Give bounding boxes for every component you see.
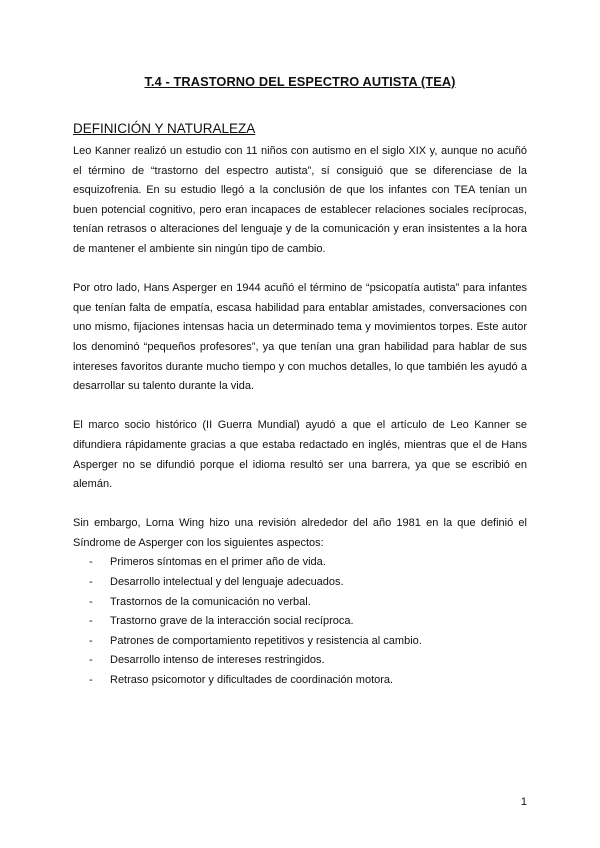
list-item	[73, 651, 527, 671]
list-item-text: Primeros síntomas en el primer año de vida.	[110, 556, 326, 569]
list-item-text: Trastornos de la comunicación no verbal.	[110, 595, 311, 608]
list-item	[73, 671, 527, 691]
list-item-text: Patrones de comportamiento repetitivos y resistencia al cambio.	[110, 634, 422, 647]
list-item	[73, 612, 527, 632]
list-item-text: Desarrollo intenso de intereses restringidos.	[110, 654, 325, 667]
dash-marker: -	[89, 576, 93, 589]
body-text	[73, 142, 527, 691]
section-heading: DEFINICIÓN Y NATURALEZA	[73, 121, 256, 136]
list-item	[73, 553, 527, 573]
paragraph-asperger: Por otro lado, Hans Asperger en 1944 acuñó el término de “psicopatía autista” para infantes que tenían falta de empatía, escasa habilidad para entablar amistades, conversaciones con uno mismo, fijaciones intensas hacia un determinado tema y movimientos torpes. Este autor los denominó “pequeños profesores”, ya que tenían una gran habilidad para hablar de sus intereses favoritos durante mucho tiempo y con muchos detalles, lo que también les ayudó a desarrollar su talento durante la vida.	[73, 282, 527, 393]
dash-marker: -	[89, 556, 93, 569]
list-item	[73, 573, 527, 593]
paragraph-historical-context: El marco socio histórico (II Guerra Mundial) ayudó a que el artículo de Leo Kanner se difundiera rápidamente gracias a que estaba redactado en inglés, mientras que el de Hans Asperger no se difundió porque el idioma resultó ser una barrera, ya que se escribió en alemán.	[73, 419, 527, 491]
list-item-text: Retraso psicomotor y dificultades de coordinación motora.	[110, 674, 394, 687]
paragraph-lorna-wing: Sin embargo, Lorna Wing hizo una revisión alrededor del año 1981 en la que definió el Síndrome de Asperger con los siguientes aspectos:	[73, 517, 527, 549]
document-title: T.4 - TRASTORNO DEL ESPECTRO AUTISTA (TEA)	[144, 74, 456, 89]
dash-marker: -	[89, 654, 93, 667]
dash-marker: -	[89, 674, 93, 687]
paragraph-kanner: Leo Kanner realizó un estudio con 11 niños con autismo en el siglo XIX y, aunque no acuñó el término de “trastorno del espectro autista”, sí consiguió que se diferenciase de la esquizofrenia. En su estudio llegó a la conclusión de que los infantes con TEA tenían un buen potencial cognitivo, pero eran incapaces de establecer relaciones sociales recíprocas, tenían retrasos o alteraciones del lenguaje y de la comunicación y eran insistentes a la hora de mantener el ambiente sin ningún tipo de cambio.	[73, 145, 527, 255]
dash-marker: -	[89, 595, 93, 608]
dash-marker: -	[89, 615, 93, 628]
list-item-text: Trastorno grave de la interacción social recíproca.	[110, 615, 354, 628]
asperger-aspects-list	[73, 553, 527, 690]
page-number: 1	[520, 796, 527, 808]
list-item-text: Desarrollo intelectual y del lenguaje adecuados.	[110, 576, 344, 589]
dash-marker: -	[89, 634, 93, 647]
list-item	[73, 632, 527, 652]
list-item	[73, 593, 527, 613]
